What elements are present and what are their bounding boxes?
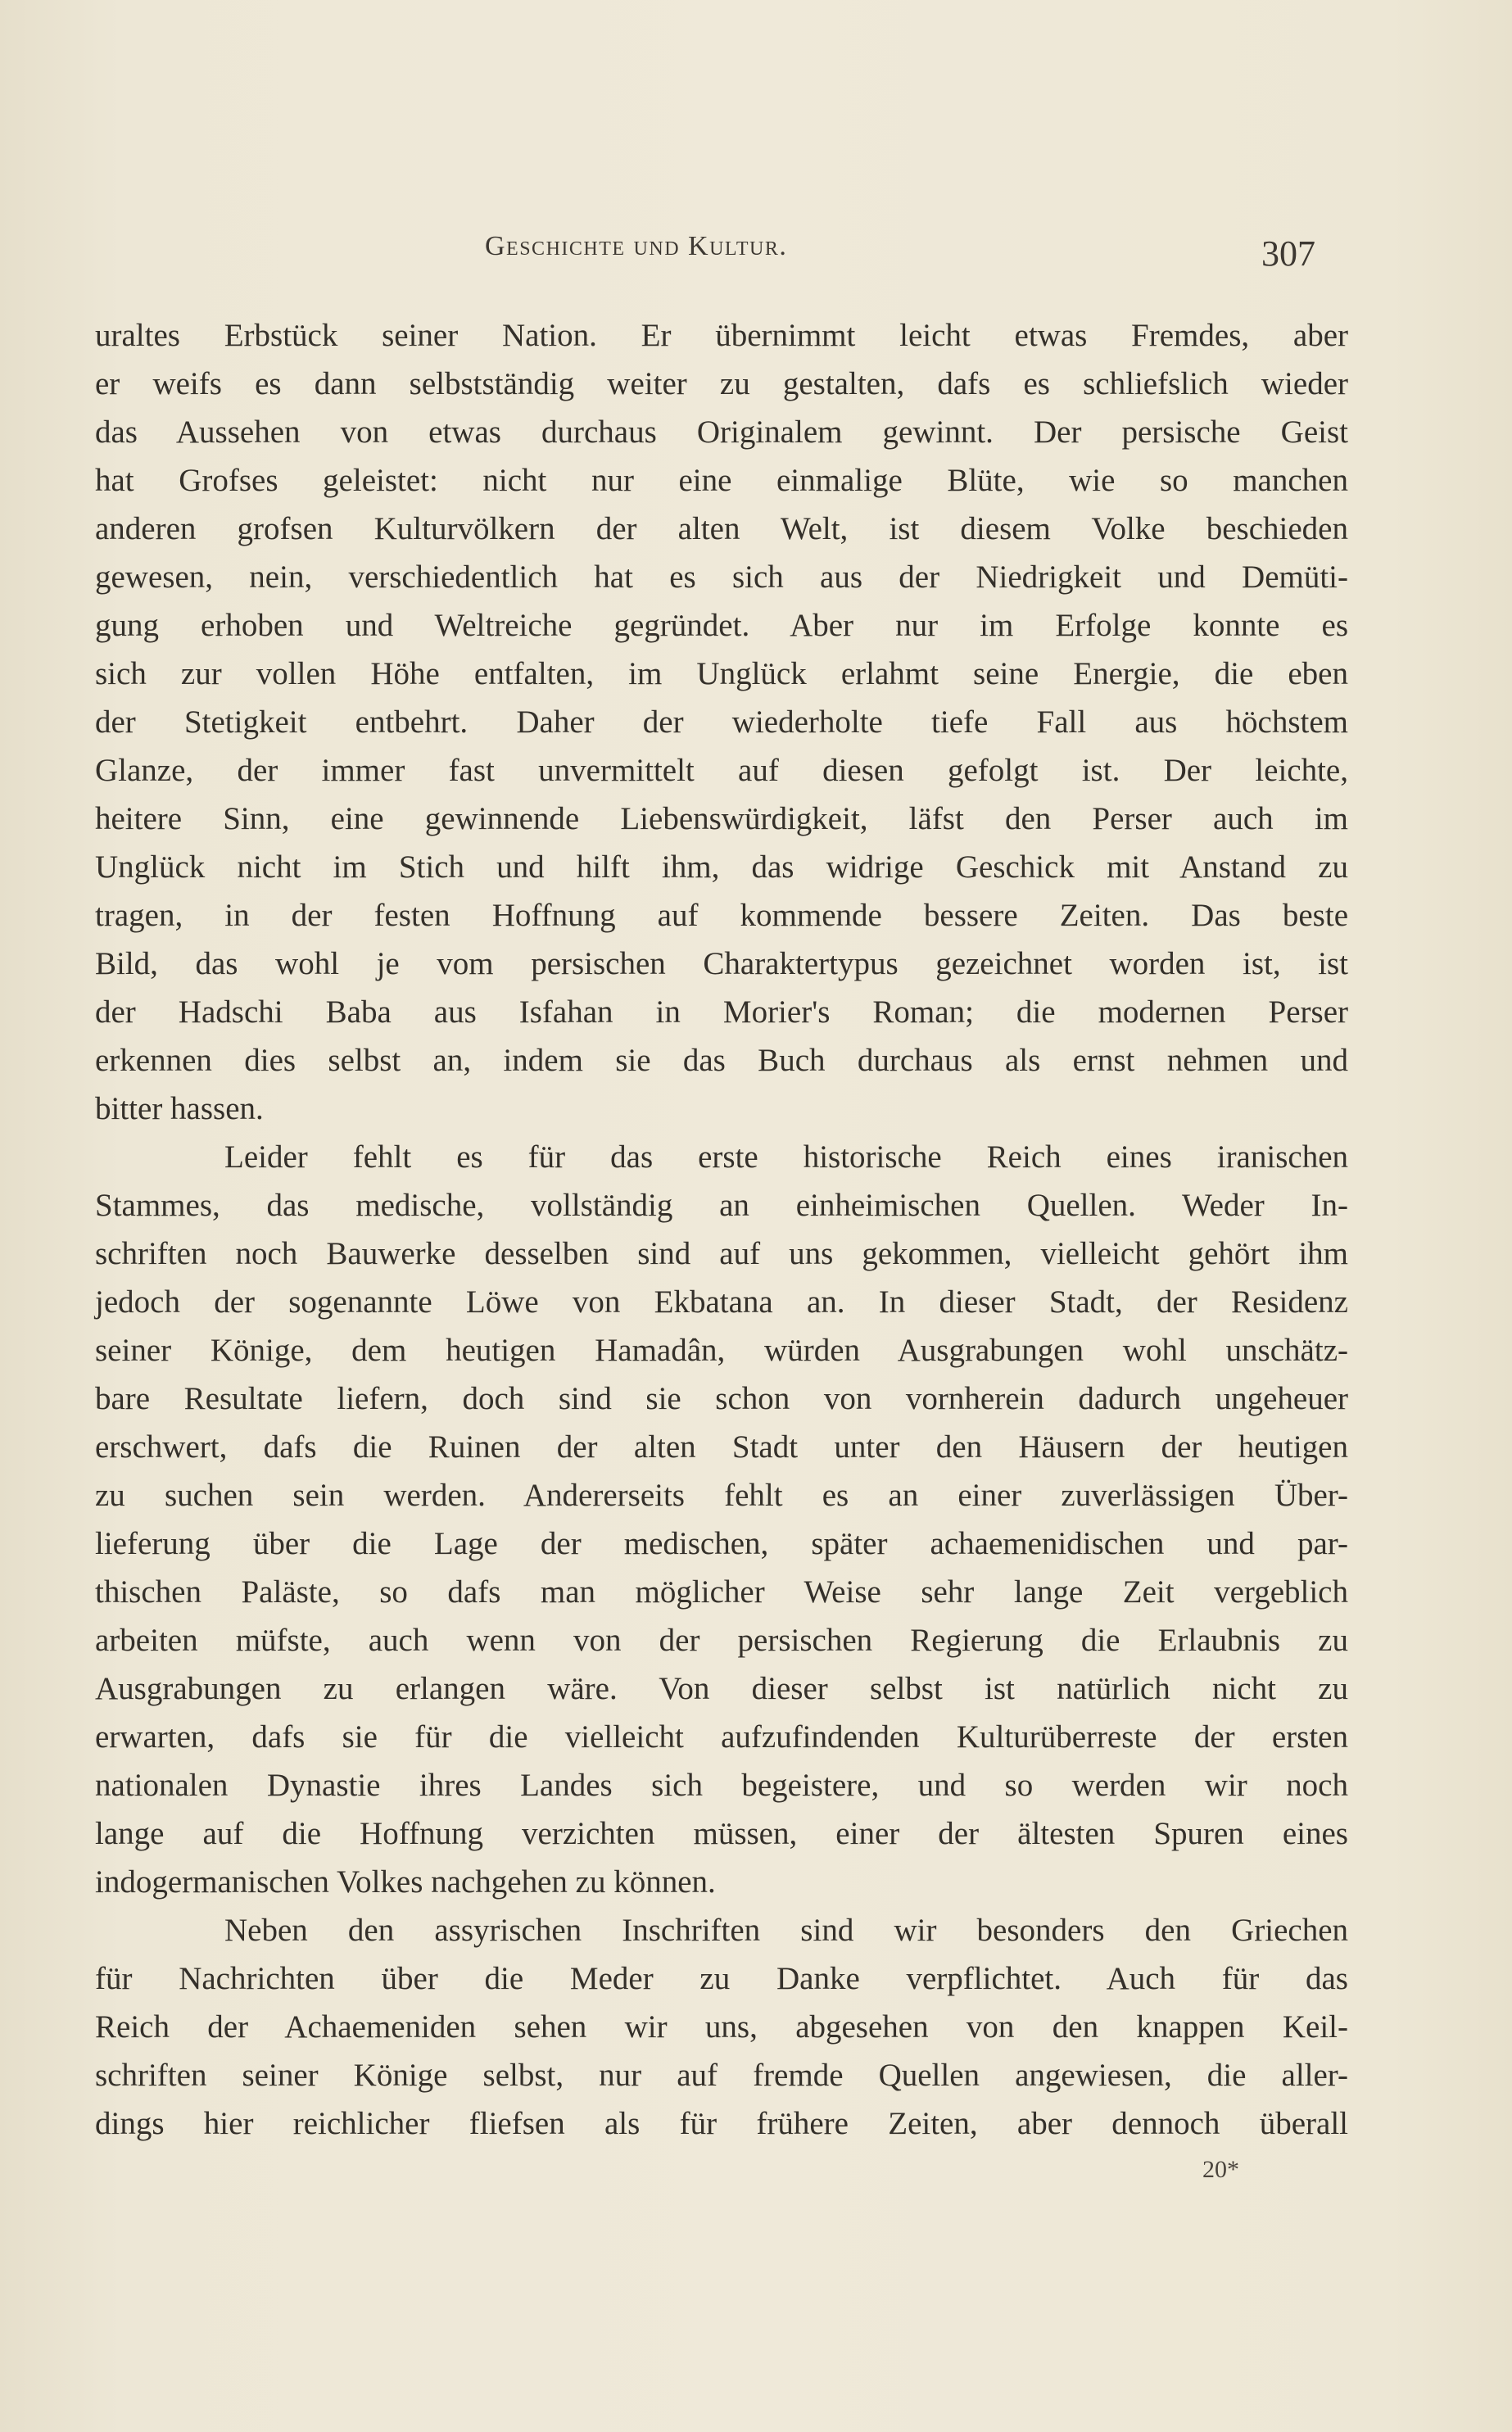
text-line: lieferung über die Lage der medischen, später achaemenidischen und par- [95,1526,1348,1561]
body-text [95,311,1348,2148]
text-line: Glanze, der immer fast unvermittelt auf diesen gefolgt ist. Der leichte, [95,753,1348,788]
text-line: dings hier reichlicher fliefsen als für frühere Zeiten, aber dennoch überall [95,2106,1348,2141]
text-line: sich zur vollen Höhe entfalten, im Unglück erlahmt seine Energie, die eben [95,656,1348,691]
text-line: schriften noch Bauwerke desselben sind auf uns gekommen, vielleicht gehört ihm [95,1236,1348,1271]
text-line: nationalen Dynastie ihres Landes sich begeistere, und so werden wir noch [95,1768,1348,1803]
text-line: heitere Sinn, eine gewinnende Liebenswürdigkeit, läfst den Perser auch im [95,801,1348,836]
text-line: das Aussehen von etwas durchaus Originalem gewinnt. Der persische Geist [95,414,1348,450]
text-line: erkennen dies selbst an, indem sie das Buch durchaus als ernst nehmen und [95,1043,1348,1078]
text-line: Bild, das wohl je vom persischen Charaktertypus gezeichnet worden ist, ist [95,946,1348,981]
paragraph-end-line: indogermanischen Volkes nachgehen zu können. [95,1864,716,1900]
page-number: 307 [1261,233,1315,274]
text-line: Unglück nicht im Stich und hilft ihm, das widrige Geschick mit Anstand zu [95,849,1348,885]
text-line: bare Resultate liefern, doch sind sie schon von vornherein dadurch ungeheuer [95,1381,1348,1416]
text-line: anderen grofsen Kulturvölkern der alten Welt, ist diesem Volke beschieden [95,511,1348,546]
text-line: der Stetigkeit entbehrt. Daher der wiederholte tiefe Fall aus höchstem [95,704,1348,740]
text-line: uraltes Erbstück seiner Nation. Er übernimmt leicht etwas Fremdes, aber [95,318,1348,353]
text-line: für Nachrichten über die Meder zu Danke verpflichtet. Auch für das [95,1961,1348,1996]
text-line: hat Grofses geleistet: nicht nur eine einmalige Blüte, wie so manchen [95,463,1348,498]
text-line: jedoch der sogenannte Löwe von Ekbatana an. In dieser Stadt, der Residenz [95,1284,1348,1320]
text-line: gung erhoben und Weltreiche gegründet. Aber nur im Erfolge konnte es [95,608,1348,643]
text-line: gewesen, nein, verschiedentlich hat es sich aus der Niedrigkeit und Demüti- [95,559,1348,595]
paragraph-start-line: Neben den assyrischen Inschriften sind wir besonders den Griechen [224,1913,1348,1948]
paragraph-start-line: Leider fehlt es für das erste historische Reich eines iranischen [224,1139,1348,1175]
text-line: thischen Paläste, so dafs man möglicher Weise sehr lange Zeit vergeblich [95,1574,1348,1610]
text-line: Stammes, das medische, vollständig an einheimischen Quellen. Weder In- [95,1188,1348,1223]
text-line: erschwert, dafs die Ruinen der alten Stadt unter den Häusern der heutigen [95,1429,1348,1465]
page-header [0,231,1512,280]
text-line: erwarten, dafs sie für die vielleicht aufzufindenden Kulturüberreste der ersten [95,1719,1348,1755]
text-line: seiner Könige, dem heutigen Hamadân, würden Ausgrabungen wohl unschätz- [95,1333,1348,1368]
text-line: lange auf die Hoffnung verzichten müssen, einer der ältesten Spuren eines [95,1816,1348,1851]
signature-mark: 20* [1202,2156,1239,2183]
paragraph-end-line: bitter hassen. [95,1091,264,1126]
text-line: tragen, in der festen Hoffnung auf kommende bessere Zeiten. Das beste [95,898,1348,933]
text-line: arbeiten müfste, auch wenn von der persischen Regierung die Erlaubnis zu [95,1623,1348,1658]
text-line: der Hadschi Baba aus Isfahan in Morier's Roman; die modernen Perser [95,994,1348,1030]
text-line: zu suchen sein werden. Andererseits fehlt es an einer zuverlässigen Über- [95,1478,1348,1513]
running-head: Geschichte und Kultur. [485,231,788,261]
text-line: er weifs es dann selbstständig weiter zu gestalten, dafs es schliefslich wieder [95,366,1348,401]
text-line: Reich der Achaemeniden sehen wir uns, abgesehen von den knappen Keil- [95,2009,1348,2045]
text-line: Ausgrabungen zu erlangen wäre. Von dieser selbst ist natürlich nicht zu [95,1671,1348,1706]
text-line: schriften seiner Könige selbst, nur auf fremde Quellen angewiesen, die aller- [95,2058,1348,2093]
